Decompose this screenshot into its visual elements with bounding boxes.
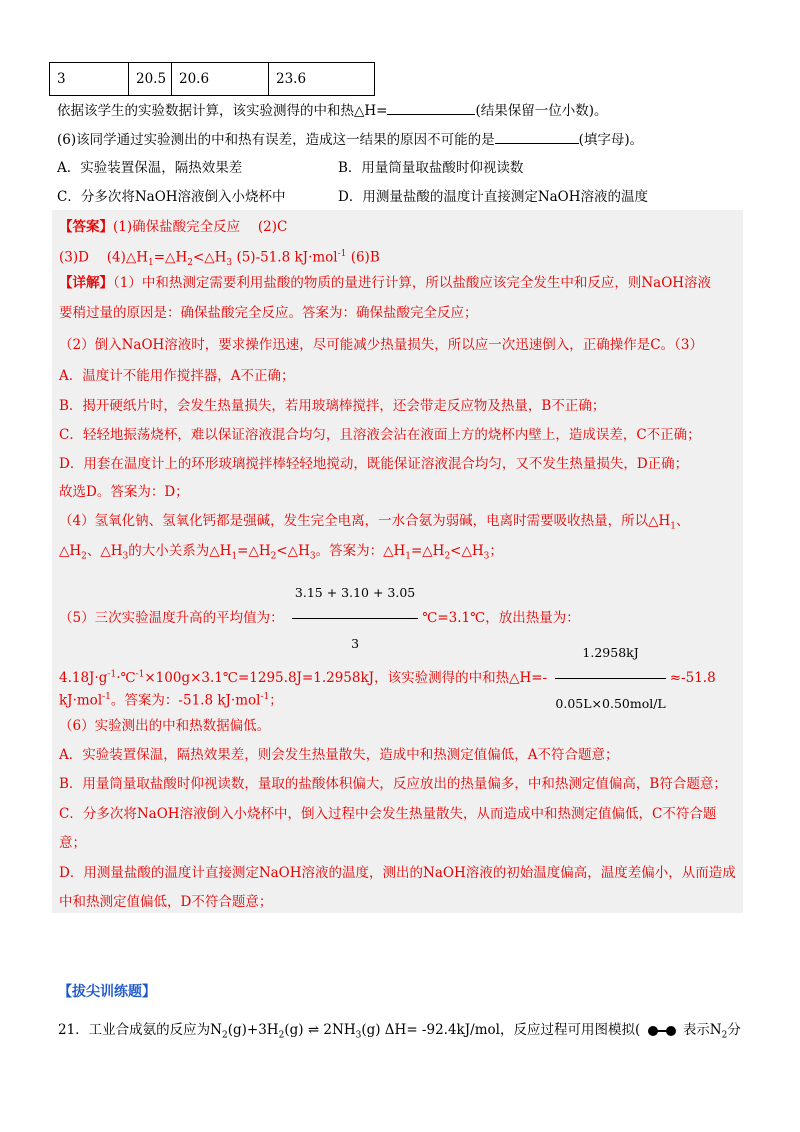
fraction-denominator: 3 (351, 636, 360, 651)
table-cell: 3 (50, 63, 129, 96)
detail-text: <△H (450, 543, 484, 559)
subscript: 2 (81, 551, 87, 562)
table-cell: 20.5 (129, 63, 172, 96)
superscript: -1 (260, 692, 270, 702)
detail-text: ×100g×3.1℃=1295.8J=1.2958kJ，该实验测得的中和热△H=- (144, 670, 548, 686)
detail-line: A．实验装置保温，隔热效果差，则会发生热量散失，造成中和热测定值偏低，A不符合题意； (59, 747, 619, 763)
detail-line: （2）倒入NaOH溶液时，要求操作迅速，尽可能减少热量损失，所以应一次迅速倒入，正确操作是C。（3） (59, 337, 703, 353)
detail-text: （4）氢氧化钠、氢氧化钙都是强碱，发生完全电离，一水合氨为弱碱，电离时需要吸收热量，所以△H (59, 513, 671, 529)
question-text: (g)+3H (227, 1022, 279, 1038)
answer-line (59, 216, 287, 238)
equilibrium-arrow-icon: ⇌ (307, 1022, 320, 1038)
subscript: 2 (222, 1030, 228, 1041)
option-a: A．实验装置保温，隔热效果差 (57, 160, 243, 176)
detail-line (59, 630, 716, 727)
subscript: 3 (122, 551, 129, 562)
table-row (50, 63, 375, 96)
detail-text: 的大小关系为△H (128, 543, 232, 559)
answer-text: (5)-51.8 kJ·mol (232, 249, 338, 266)
question-text: 依据该学生的实验数据计算，该实验测得的中和热△H= (57, 103, 388, 119)
subscript: 2 (278, 1030, 285, 1041)
answer-text: (6)B (346, 249, 380, 266)
option-c: C．分多次将NaOH溶液倒入小烧杯中 (57, 189, 286, 205)
detail-text: ℃=3.1℃，放出热量为： (422, 610, 580, 626)
question-21 (58, 1018, 741, 1048)
answer-blank (387, 100, 475, 115)
detail-line: A．温度计不能用作搅拌器，A不正确； (59, 368, 295, 384)
question-text: 21．工业合成氨的反应为N (58, 1022, 222, 1038)
subscript: 2 (270, 551, 277, 562)
question-text: 表示N (682, 1022, 722, 1038)
subscript: 3 (355, 1030, 362, 1041)
detail-text: （5）三次实验温度升高的平均值为： (59, 610, 284, 626)
detail-text: =△H (237, 543, 271, 559)
subscript: 1 (405, 551, 411, 562)
detail-line (59, 686, 283, 712)
superscript: -1 (107, 669, 117, 680)
detail-line: B．揭开硬纸片时，会发生热量损失，若用玻璃棒搅拌，还会带走反应物及热量，B不正确； (59, 398, 606, 414)
detail-text: 。答案为：-51.8 kJ·mol (110, 692, 261, 709)
detail-line (59, 540, 503, 568)
detail-text: kJ·mol (59, 692, 103, 709)
subscript: 3 (483, 551, 490, 562)
detail-text: 4.18J·g (59, 670, 108, 686)
superscript: -1 (337, 249, 347, 259)
subscript: 2 (721, 1030, 728, 1041)
detail-text: ·℃ (116, 670, 136, 686)
detail-text: ≈-51.8 (669, 670, 716, 686)
detail-text: =△H (410, 543, 445, 559)
question-text: (g) ΔH= -92.4kJ/mol，反应过程可用图模拟( (361, 1022, 641, 1038)
option-b: B．用量筒量取盐酸时仰视读数 (338, 160, 524, 176)
question-text: (结果保留一位小数)。 (475, 103, 608, 119)
question-text: (6)该同学通过实验测出的中和热有误差，造成这一结果的原因不可能的是 (57, 132, 495, 148)
question-text: 分 (727, 1022, 741, 1038)
detail-line (59, 272, 711, 294)
detail-line: C．分多次将NaOH溶液倒入小烧杯中，倒入过程中会发生热量散失，从而造成中和热测定值偏低，C不符合题 (59, 806, 717, 822)
subscript: 3 (226, 258, 233, 269)
detail-tag: 【详解】 (59, 275, 113, 291)
question-line (57, 129, 643, 150)
answer-text: =△H (153, 249, 188, 266)
superscript: -1 (135, 669, 145, 680)
fraction-numerator: 3.15 + 3.10 + 3.05 (292, 570, 418, 619)
detail-line: C．轻轻地振荡烧杯，难以保证溶液混合均匀，且溶液会沾在液面上方的烧杯内壁上，造成误差，C不正确； (59, 427, 701, 443)
punctuation: 、 (675, 513, 690, 529)
detail-line: D．用套在温度计上的环形玻璃搅拌棒轻轻地搅动，既能保证溶液混合均匀，又不发生热量损失，D正确； (59, 456, 689, 472)
experiment-data-table (49, 62, 375, 96)
detail-line: D．用测量盐酸的温度计直接测定NaOH溶液的温度，测出的NaOH溶液的初始温度偏高，温度差偏小，从而造成 (59, 865, 736, 881)
subscript: 3 (309, 551, 316, 562)
question-text: (g) (284, 1022, 304, 1038)
detail-text: ； (269, 692, 283, 709)
question-text: (填字母)。 (578, 132, 644, 148)
detail-text: 。答案为：△H (315, 543, 406, 559)
subscript: 1 (148, 258, 154, 269)
answer-text: (3)D (4)△H (59, 249, 149, 266)
detail-line: 意； (59, 835, 86, 851)
subscript: 1 (231, 551, 238, 562)
punctuation: ； (489, 543, 503, 559)
subscript: 2 (444, 551, 451, 562)
detail-line: 故选D。答案为：D； (59, 484, 189, 500)
detail-line: （6）实验测出的中和热数据偏低。 (59, 718, 271, 734)
question-line (57, 100, 608, 121)
answer-blank (495, 129, 579, 144)
option-d: D．用测量盐酸的温度计直接测定NaOH溶液的温度 (338, 189, 649, 205)
heat-fraction (555, 630, 665, 727)
answer-text: <△H (192, 249, 227, 266)
detail-line: B．用量筒量取盐酸时仰视读数，量取的盐酸体积偏大，反应放出的热量偏多，中和热测定值偏高，B符合题意； (59, 776, 727, 792)
detail-text: △H (59, 543, 82, 559)
table-cell: 23.6 (269, 63, 375, 96)
subscript: 1 (670, 521, 676, 532)
detail-line: 中和热测定值偏低，D不符合题意； (59, 894, 273, 910)
detail-line (59, 510, 689, 538)
superscript: -1 (102, 692, 111, 702)
detail-text: <△H (276, 543, 310, 559)
fraction-numerator: 1.2958kJ (555, 630, 665, 679)
detail-text: 、△H (86, 543, 123, 559)
detail-line: 要稍过量的原因是：确保盐酸完全反应。答案为：确保盐酸完全反应； (59, 305, 478, 321)
question-text: 2NH (323, 1022, 356, 1038)
detail-text: （1）中和热测定需要利用盐酸的物质的量进行计算，所以盐酸应该完全发生中和反应，则NaOH溶液 (113, 275, 712, 291)
subscript: 2 (187, 258, 193, 269)
answer-tag: 【答案】 (59, 219, 113, 235)
fraction-denominator: 0.05L×0.50mol/L (555, 696, 666, 711)
table-cell: 20.6 (172, 63, 269, 96)
n2-molecule-icon (647, 1024, 677, 1038)
answer-text: (1)确保盐酸完全反应 (2)C (113, 219, 288, 235)
answer-line (59, 243, 380, 274)
section-heading: 【拔尖训练题】 (58, 984, 156, 1000)
